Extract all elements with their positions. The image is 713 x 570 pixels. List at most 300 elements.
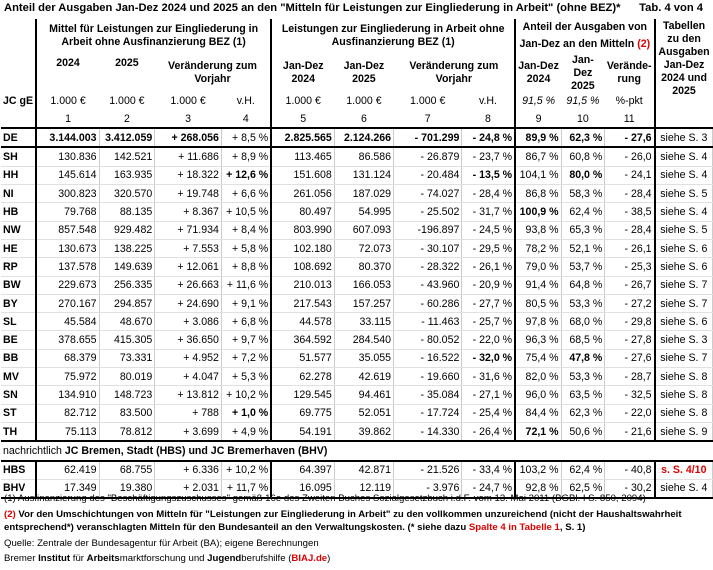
table-cell: 100,9 % bbox=[515, 203, 561, 221]
table-cell: 84,4 % bbox=[515, 404, 561, 422]
row-jc-label: MV bbox=[1, 368, 36, 386]
table-cell: 62,3 % bbox=[561, 404, 605, 422]
table-row bbox=[1, 258, 713, 276]
table-cell: 2.124.266 bbox=[334, 128, 393, 147]
table-cell: - 25,4 % bbox=[462, 404, 515, 422]
table-cell: 148.723 bbox=[99, 386, 155, 404]
table-cell: + 36.650 bbox=[155, 331, 222, 349]
table-cell: + 268.056 bbox=[155, 128, 222, 147]
table-cell: 93,8 % bbox=[515, 221, 561, 239]
table-cell: 75,4 % bbox=[515, 349, 561, 367]
table-cell: + 7,2 % bbox=[221, 349, 271, 367]
table-cell: 44.578 bbox=[271, 313, 334, 331]
table-cell: - 23,7 % bbox=[462, 147, 515, 166]
table-cell: siehe S. 3 bbox=[655, 128, 713, 147]
col-change-expenses: Veränderung zum Vorjahr bbox=[409, 60, 499, 86]
table-cell: - 26,7 bbox=[605, 276, 655, 294]
table-cell: 19.380 bbox=[99, 479, 155, 498]
table-cell: 79.768 bbox=[36, 203, 99, 221]
table-cell: + 8,8 % bbox=[221, 258, 271, 276]
table-cell: + 8,9 % bbox=[221, 147, 271, 166]
colnum-8: 8 bbox=[462, 110, 515, 128]
table-cell: - 30.107 bbox=[394, 239, 462, 257]
table-cell: siehe S. 4 bbox=[655, 166, 713, 184]
table-cell: 52,1 % bbox=[561, 239, 605, 257]
table-cell: 3.412.059 bbox=[99, 128, 155, 147]
table-cell: - 24,5 % bbox=[462, 221, 515, 239]
table-cell: 256.335 bbox=[99, 276, 155, 294]
table-cell: 54.191 bbox=[271, 422, 334, 441]
col-2025: 2025 bbox=[115, 57, 139, 70]
group-header-tables: Tabellen zu den Ausgaben Jan-Dez 2024 und 2025 bbox=[655, 19, 713, 110]
title-text: Anteil der Ausgaben Jan-Dez 2024 und 2025 an den "Mitteln für Leistungen zur Eingliederung in Arbeit" (ohne BEZ)* bbox=[4, 2, 621, 14]
table-cell: - 17.724 bbox=[394, 404, 462, 422]
row-jc-label: BY bbox=[1, 294, 36, 312]
unit-8: v.H. bbox=[478, 95, 497, 108]
colnum-7: 7 bbox=[394, 110, 462, 128]
table-cell: + 5,3 % bbox=[221, 368, 271, 386]
table-cell: 103,2 % bbox=[515, 461, 561, 480]
table-row bbox=[1, 203, 713, 221]
institute-credit: Bremer Institut für Arbeitsmarktforschung und Jugendberufshilfe (BIAJ.de) bbox=[4, 553, 331, 564]
table-cell: 78.812 bbox=[99, 422, 155, 441]
row-jc-label: HE bbox=[1, 239, 36, 257]
table-cell: 104,1 % bbox=[515, 166, 561, 184]
table-cell: siehe S. 8 bbox=[655, 404, 713, 422]
table-cell: 857.548 bbox=[36, 221, 99, 239]
table-cell: 68,5 % bbox=[561, 331, 605, 349]
table-cell: 2.825.565 bbox=[271, 128, 334, 147]
table-cell: 3.144.003 bbox=[36, 128, 99, 147]
table-row bbox=[1, 166, 713, 184]
unit-9: 91,5 % bbox=[515, 93, 561, 110]
table-cell: 79,0 % bbox=[515, 258, 561, 276]
table-cell: - 40,8 bbox=[605, 461, 655, 480]
group-header-expenses: Leistungen zur Eingliederung in Arbeit ohne Ausfinanzierung BEZ (1) bbox=[271, 19, 515, 54]
row-jc-label: SN bbox=[1, 386, 36, 404]
table-cell: + 1,0 % bbox=[221, 404, 271, 422]
table-cell: 53,7 % bbox=[561, 258, 605, 276]
table-cell: siehe S. 3 bbox=[655, 331, 713, 349]
table-cell: - 27,8 bbox=[605, 331, 655, 349]
table-cell: - 27,2 bbox=[605, 294, 655, 312]
row-jc-label: SL bbox=[1, 313, 36, 331]
table-cell: 64,8 % bbox=[561, 276, 605, 294]
table-cell: - 26.879 bbox=[394, 147, 462, 166]
table-cell: 803.990 bbox=[271, 221, 334, 239]
table-cell: 229.673 bbox=[36, 276, 99, 294]
col-share-2025: Jan-Dez 2025 bbox=[571, 53, 595, 92]
table-cell: 45.584 bbox=[36, 313, 99, 331]
table-cell: - 27,6 bbox=[605, 349, 655, 367]
table-cell: 415.305 bbox=[99, 331, 155, 349]
col-share-2024: Jan-Dez 2024 bbox=[515, 54, 561, 93]
table-cell: + 11.686 bbox=[155, 147, 222, 166]
colnum-1: 1 bbox=[36, 110, 99, 128]
table-cell: siehe S. 4 bbox=[655, 479, 713, 498]
table-cell: 65,3 % bbox=[561, 221, 605, 239]
table-cell: - 24,8 % bbox=[462, 128, 515, 147]
colnum-2: 2 bbox=[99, 110, 155, 128]
table-cell: siehe S. 8 bbox=[655, 368, 713, 386]
table-cell: + 6.336 bbox=[155, 461, 222, 480]
table-cell: - 32,0 % bbox=[462, 349, 515, 367]
table-row bbox=[1, 422, 713, 441]
table-cell: 131.124 bbox=[334, 166, 393, 184]
row-jc-label: HB bbox=[1, 203, 36, 221]
table-cell: 378.655 bbox=[36, 331, 99, 349]
table-cell: + 8,5 % bbox=[221, 128, 271, 147]
table-cell: + 19.748 bbox=[155, 185, 222, 203]
table-cell: + 3.699 bbox=[155, 422, 222, 441]
table-cell: 68,0 % bbox=[561, 313, 605, 331]
row-jc-label: NI bbox=[1, 185, 36, 203]
table-cell: + 10,2 % bbox=[221, 386, 271, 404]
row-jc-label: BB bbox=[1, 349, 36, 367]
table-cell: + 18.322 bbox=[155, 166, 222, 184]
table-row bbox=[1, 313, 713, 331]
table-row bbox=[1, 239, 713, 257]
data-table bbox=[1, 19, 713, 499]
table-cell: 16.095 bbox=[271, 479, 334, 498]
table-cell: + 8.367 bbox=[155, 203, 222, 221]
table-cell: 300.823 bbox=[36, 185, 99, 203]
table-cell: 75.972 bbox=[36, 368, 99, 386]
row-jc-label: SH bbox=[1, 147, 36, 166]
table-cell: - 14.330 bbox=[394, 422, 462, 441]
table-cell: - 29,8 bbox=[605, 313, 655, 331]
col-janDez-2024: Jan-Dez 2024 bbox=[271, 54, 334, 93]
table-cell: 12.119 bbox=[334, 479, 393, 498]
footnote-2-line2: entsprechend*) veranschlagten Mitteln für den Bundesanteil an den Verwaltungskosten. (* siehe dazu Spalte 4 in Tabelle 1, S. 1) bbox=[4, 522, 586, 533]
table-cell: 78,2 % bbox=[515, 239, 561, 257]
table-cell: - 26,1 % bbox=[462, 258, 515, 276]
table-cell: 270.167 bbox=[36, 294, 99, 312]
table-cell: 163.935 bbox=[99, 166, 155, 184]
header-blank bbox=[1, 19, 36, 36]
table-cell: 151.608 bbox=[271, 166, 334, 184]
table-cell: - 28,4 % bbox=[462, 185, 515, 203]
table-cell: + 4.952 bbox=[155, 349, 222, 367]
table-cell: 108.692 bbox=[271, 258, 334, 276]
row-jc-label: BE bbox=[1, 331, 36, 349]
table-cell: 42.871 bbox=[334, 461, 393, 480]
table-cell: siehe S. 7 bbox=[655, 276, 713, 294]
table-cell: 47,8 % bbox=[561, 349, 605, 367]
unit-5: 1.000 € bbox=[271, 93, 334, 110]
group-header-funds: Mittel für Leistungen zur Eingliederung in Arbeit ohne Ausfinanzierung BEZ (1) bbox=[36, 19, 271, 54]
row-jc-label: BW bbox=[1, 276, 36, 294]
unit-10: 91,5 % bbox=[566, 95, 600, 108]
table-cell: - 24,7 % bbox=[462, 479, 515, 498]
table-cell: 51.577 bbox=[271, 349, 334, 367]
table-cell: - 25.502 bbox=[394, 203, 462, 221]
table-cell: - 16.522 bbox=[394, 349, 462, 367]
table-cell: 88.135 bbox=[99, 203, 155, 221]
table-cell: - 27,1 % bbox=[462, 386, 515, 404]
table-cell: - 26,0 bbox=[605, 147, 655, 166]
table-cell: 96,0 % bbox=[515, 386, 561, 404]
table-cell: 145.614 bbox=[36, 166, 99, 184]
table-cell: 157.257 bbox=[334, 294, 393, 312]
table-row bbox=[1, 404, 713, 422]
table-cell: siehe S. 5 bbox=[655, 185, 713, 203]
table-cell: + 10,5 % bbox=[221, 203, 271, 221]
table-cell: - 22,0 % bbox=[462, 331, 515, 349]
table-cell: + 24.690 bbox=[155, 294, 222, 312]
note-row bbox=[1, 441, 713, 460]
group-header-share-a: Anteil der Ausgaben von bbox=[515, 19, 654, 36]
table-cell: - 701.299 bbox=[394, 128, 462, 147]
table-cell: - 24,1 bbox=[605, 166, 655, 184]
table-cell: siehe S. 8 bbox=[655, 386, 713, 404]
unit-6: 1.000 € bbox=[346, 95, 382, 108]
table-cell: + 6,6 % bbox=[221, 185, 271, 203]
table-cell: 607.093 bbox=[334, 221, 393, 239]
table-cell: - 43.960 bbox=[394, 276, 462, 294]
table-cell: - 30,2 bbox=[605, 479, 655, 498]
unit-1: 1.000 € bbox=[36, 93, 99, 110]
table-cell: 69.775 bbox=[271, 404, 334, 422]
table-cell: 80,5 % bbox=[515, 294, 561, 312]
table-cell: + 13.812 bbox=[155, 386, 222, 404]
table-row bbox=[1, 461, 713, 480]
table-cell: siehe S. 6 bbox=[655, 313, 713, 331]
table-cell: s. S. 4/10 bbox=[655, 461, 713, 480]
table-cell: - 21,6 bbox=[605, 422, 655, 441]
table-cell: - 26,1 bbox=[605, 239, 655, 257]
table-row bbox=[1, 221, 713, 239]
table-cell: - 74.027 bbox=[394, 185, 462, 203]
table-cell: - 3.976 bbox=[394, 479, 462, 498]
table-cell: - 25,7 % bbox=[462, 313, 515, 331]
tab-indicator: Tab. 4 von 4 bbox=[639, 2, 703, 14]
table-cell: - 28.322 bbox=[394, 258, 462, 276]
table-cell: + 71.934 bbox=[155, 221, 222, 239]
table-cell: 33.115 bbox=[334, 313, 393, 331]
unit-2: 1.000 € bbox=[109, 95, 145, 108]
table-cell: 96,3 % bbox=[515, 331, 561, 349]
unit-label: JC gE bbox=[3, 95, 34, 108]
table-cell: - 21.526 bbox=[394, 461, 462, 480]
table-cell: 217.543 bbox=[271, 294, 334, 312]
table-cell: 80,0 % bbox=[561, 166, 605, 184]
colnum-5: 5 bbox=[271, 110, 334, 128]
table-cell: - 28,7 bbox=[605, 368, 655, 386]
table-cell: 68.379 bbox=[36, 349, 99, 367]
table-cell: 62,3 % bbox=[561, 128, 605, 147]
table-cell: - 20,9 % bbox=[462, 276, 515, 294]
table-cell: siehe S. 6 bbox=[655, 258, 713, 276]
table-cell: 62,4 % bbox=[561, 461, 605, 480]
table-cell: + 5,8 % bbox=[221, 239, 271, 257]
table-cell: 52.051 bbox=[334, 404, 393, 422]
row-jc-label: DE bbox=[1, 128, 36, 147]
table-row bbox=[1, 276, 713, 294]
table-cell: + 8,4 % bbox=[221, 221, 271, 239]
table-row bbox=[1, 147, 713, 166]
table-cell: 80.019 bbox=[99, 368, 155, 386]
table-cell: + 788 bbox=[155, 404, 222, 422]
table-cell: - 33,4 % bbox=[462, 461, 515, 480]
table-row bbox=[1, 185, 713, 203]
table-cell: 94.461 bbox=[334, 386, 393, 404]
table-cell: - 19.660 bbox=[394, 368, 462, 386]
table-cell: - 27,7 % bbox=[462, 294, 515, 312]
table-cell: - 26,4 % bbox=[462, 422, 515, 441]
unit-11: %-pkt bbox=[615, 95, 643, 108]
table-cell: 62.278 bbox=[271, 368, 334, 386]
table-cell: 62.419 bbox=[36, 461, 99, 480]
table-cell: 97,8 % bbox=[515, 313, 561, 331]
table-cell: - 27,6 bbox=[605, 128, 655, 147]
table-cell: 138.225 bbox=[99, 239, 155, 257]
table-cell: 50,6 % bbox=[561, 422, 605, 441]
table-cell: 80.370 bbox=[334, 258, 393, 276]
table-cell: - 60.286 bbox=[394, 294, 462, 312]
table-cell: + 12.061 bbox=[155, 258, 222, 276]
table-cell: 86.586 bbox=[334, 147, 393, 166]
table-cell: 82,0 % bbox=[515, 368, 561, 386]
table-cell: 364.592 bbox=[271, 331, 334, 349]
unit-3: 1.000 € bbox=[170, 95, 206, 108]
unit-4: v.H. bbox=[236, 95, 255, 108]
table-row bbox=[1, 386, 713, 404]
colnum-10: 10 bbox=[561, 110, 605, 128]
table-cell: - 25,3 bbox=[605, 258, 655, 276]
table-cell: - 32,5 bbox=[605, 386, 655, 404]
table-row bbox=[1, 349, 713, 367]
table-cell: 53,3 % bbox=[561, 368, 605, 386]
table-cell: - 29,5 % bbox=[462, 239, 515, 257]
table-row bbox=[1, 331, 713, 349]
page-title bbox=[4, 2, 709, 18]
table-row bbox=[1, 368, 713, 386]
table-cell: 102.180 bbox=[271, 239, 334, 257]
table-cell: 129.545 bbox=[271, 386, 334, 404]
col-share-change: Verände-rung bbox=[606, 60, 652, 86]
table-cell: 62,4 % bbox=[561, 203, 605, 221]
table-cell: - 35.084 bbox=[394, 386, 462, 404]
table-cell: 320.570 bbox=[99, 185, 155, 203]
table-cell: -196.897 bbox=[394, 221, 462, 239]
table-cell: 35.055 bbox=[334, 349, 393, 367]
table-cell: siehe S. 4 bbox=[655, 147, 713, 166]
table-cell: 294.857 bbox=[99, 294, 155, 312]
table-cell: - 20.484 bbox=[394, 166, 462, 184]
colnum-3: 3 bbox=[155, 110, 222, 128]
table-row bbox=[1, 128, 713, 147]
table-cell: + 3.086 bbox=[155, 313, 222, 331]
table-cell: 134.910 bbox=[36, 386, 99, 404]
table-cell: + 11,7 % bbox=[221, 479, 271, 498]
table-cell: - 13,5 % bbox=[462, 166, 515, 184]
row-jc-label: HBS bbox=[1, 461, 36, 480]
group-header-share-b: Jan-Dez an den Mitteln (2) bbox=[515, 36, 654, 53]
table-cell: siehe S. 5 bbox=[655, 221, 713, 239]
table-cell: + 26.663 bbox=[155, 276, 222, 294]
table-cell: + 12,6 % bbox=[221, 166, 271, 184]
table-cell: + 6,8 % bbox=[221, 313, 271, 331]
table-cell: 68.755 bbox=[99, 461, 155, 480]
table-cell: 53,3 % bbox=[561, 294, 605, 312]
footnote-2-line1: (2) Vor den Umschichtungen von Mitteln für "Leistungen zur Eingliederung in Arbeit" zu den vollkommen unzureichend (nicht der Haushaltswahrheit bbox=[4, 509, 682, 520]
table-cell: 60,8 % bbox=[561, 147, 605, 166]
colnum-4: 4 bbox=[221, 110, 271, 128]
table-cell: - 31,7 % bbox=[462, 203, 515, 221]
table-cell: + 11,6 % bbox=[221, 276, 271, 294]
table-cell: - 38,5 bbox=[605, 203, 655, 221]
table-row bbox=[1, 294, 713, 312]
table-cell: 86,7 % bbox=[515, 147, 561, 166]
colnum-9: 9 bbox=[515, 110, 561, 128]
table-cell: 62,5 % bbox=[561, 479, 605, 498]
table-cell: 72.073 bbox=[334, 239, 393, 257]
table-cell: - 28,4 bbox=[605, 221, 655, 239]
row-jc-label: ST bbox=[1, 404, 36, 422]
table-cell: + 4,9 % bbox=[221, 422, 271, 441]
table-cell: + 9,7 % bbox=[221, 331, 271, 349]
table-cell: - 11.463 bbox=[394, 313, 462, 331]
table-cell: 92,8 % bbox=[515, 479, 561, 498]
table-cell: + 2.031 bbox=[155, 479, 222, 498]
table-cell: + 4.047 bbox=[155, 368, 222, 386]
table-cell: siehe S. 7 bbox=[655, 294, 713, 312]
table-cell: 58,3 % bbox=[561, 185, 605, 203]
row-jc-label: TH bbox=[1, 422, 36, 441]
table-cell: 284.540 bbox=[334, 331, 393, 349]
footnote-1: (1) Ausfinanzierung des "Beschäftigungszuschusses" gemäß 16e des Zweiten Buches Sozialgesetzbuch i.d.F. vom 13. Mai 2011 (BGBl. I S. 850, 2094) bbox=[4, 493, 646, 504]
table-cell: 63,5 % bbox=[561, 386, 605, 404]
table-cell: + 7.553 bbox=[155, 239, 222, 257]
colnum-11: 11 bbox=[605, 110, 655, 128]
table-cell: + 9,1 % bbox=[221, 294, 271, 312]
row-jc-label: BHV bbox=[1, 479, 36, 498]
row-jc-label: HH bbox=[1, 166, 36, 184]
table-cell: 149.639 bbox=[99, 258, 155, 276]
table-cell: 75.113 bbox=[36, 422, 99, 441]
table-cell: 39.862 bbox=[334, 422, 393, 441]
table-cell: - 28,4 bbox=[605, 185, 655, 203]
table-cell: - 80.052 bbox=[394, 331, 462, 349]
unit-7: 1.000 € bbox=[410, 95, 446, 108]
table-cell: 83.500 bbox=[99, 404, 155, 422]
col-janDez-2025: Jan-Dez 2025 bbox=[343, 60, 385, 86]
source-note: Quelle: Zentrale der Bundesagentur für Arbeit (BA); eigene Berechnungen bbox=[4, 538, 319, 549]
table-cell: 89,9 % bbox=[515, 128, 561, 147]
table-cell: 261.056 bbox=[271, 185, 334, 203]
table-cell: siehe S. 6 bbox=[655, 239, 713, 257]
table-cell: 64.397 bbox=[271, 461, 334, 480]
table-cell: 86,8 % bbox=[515, 185, 561, 203]
col-2024: 2024 bbox=[36, 54, 99, 74]
table-cell: 72,1 % bbox=[515, 422, 561, 441]
table-cell: 130.836 bbox=[36, 147, 99, 166]
table-cell: 137.578 bbox=[36, 258, 99, 276]
table-cell: 142.521 bbox=[99, 147, 155, 166]
table-cell: 929.482 bbox=[99, 221, 155, 239]
table-cell: 91,4 % bbox=[515, 276, 561, 294]
table-cell: - 22,0 bbox=[605, 404, 655, 422]
table-cell: 82.712 bbox=[36, 404, 99, 422]
row-jc-label: NW bbox=[1, 221, 36, 239]
table-cell: 187.029 bbox=[334, 185, 393, 203]
table-cell: 166.053 bbox=[334, 276, 393, 294]
table-cell: siehe S. 4 bbox=[655, 203, 713, 221]
table-cell: 48.670 bbox=[99, 313, 155, 331]
table-cell: 130.673 bbox=[36, 239, 99, 257]
table-cell: 80.497 bbox=[271, 203, 334, 221]
